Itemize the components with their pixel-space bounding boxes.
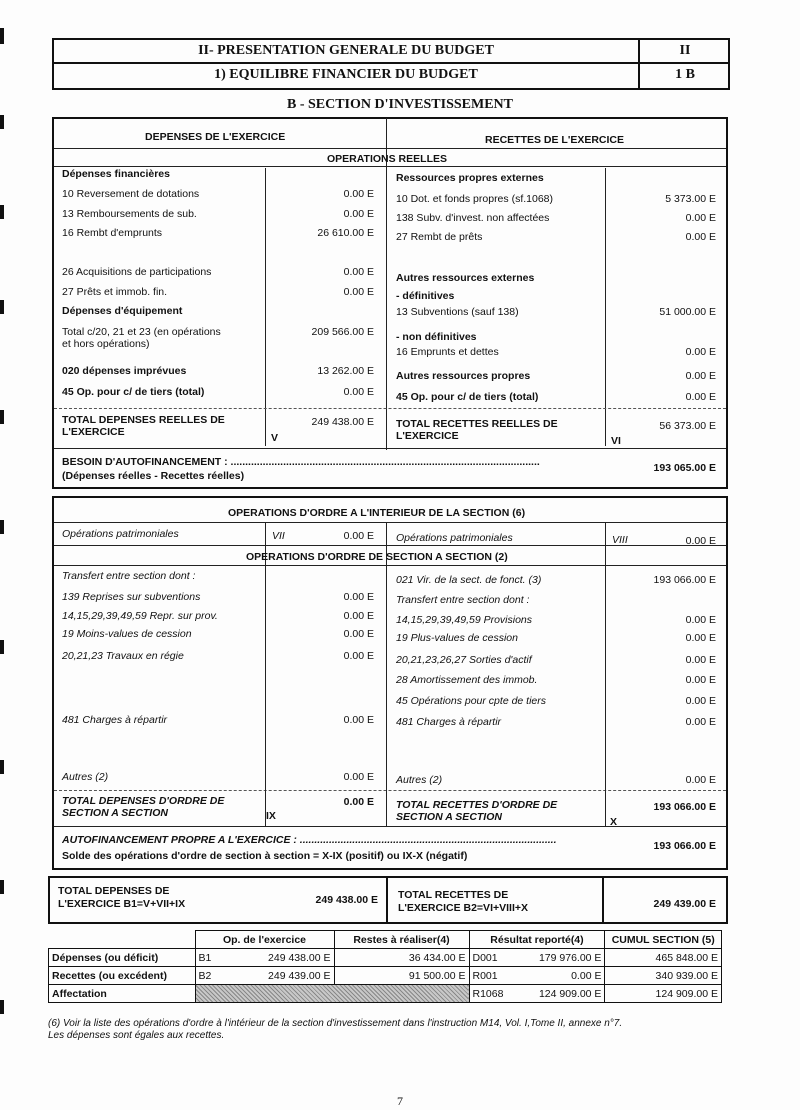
binder-mark xyxy=(0,520,4,534)
besoin-autofinancement-value: 193 065.00 E xyxy=(653,462,716,474)
total-dep-reelles-value: 249 438.00 E xyxy=(311,416,374,428)
section-title: B - SECTION D'INVESTISSEMENT xyxy=(286,97,513,112)
row-value: 0.00 E xyxy=(685,614,716,626)
row-label: Dépenses financières xyxy=(62,168,170,180)
total-dep-ordre-label: TOTAL DEPENSES D'ORDRE DE xyxy=(62,795,225,807)
col-restes: Restes à réaliser(4) xyxy=(334,931,469,949)
header-code-2: 1 B xyxy=(675,67,695,82)
reelles-op-header: OPERATIONS REELLES xyxy=(327,153,447,165)
row-value: 26 610.00 E xyxy=(317,227,374,239)
row-label: 13 Remboursements de sub. xyxy=(62,208,197,220)
empty-cell xyxy=(49,931,196,949)
header-title-1: II- PRESENTATION GENERALE DU BUDGET xyxy=(198,43,494,58)
row-value: 0.00 E xyxy=(685,674,716,686)
row-label: 10 Dot. et fonds propres (sf.1068) xyxy=(396,193,554,205)
col-cumul: CUMUL SECTION (5) xyxy=(605,931,722,949)
row-label: Total c/20, 21 et 23 (en opérations xyxy=(62,326,221,338)
total-rec-reelles-label: TOTAL RECETTES REELLES DE xyxy=(396,418,558,430)
row-value: 193 066.00 E xyxy=(653,574,716,586)
total-rec-reelles-value: 56 373.00 E xyxy=(659,420,716,432)
autofinancement-sub: Solde des opérations d'ordre de section à section = X-IX (positif) ou IX-X (négatif) xyxy=(62,850,468,862)
row-value: 0.00 E xyxy=(343,188,374,200)
page-number: 7 xyxy=(397,1094,403,1108)
row-label: 16 Rembt d'emprunts xyxy=(62,227,163,239)
row-value: 0.00 E xyxy=(343,386,374,398)
row-value: 0.00 E xyxy=(685,695,716,707)
row-label: Ressources propres externes xyxy=(396,172,544,184)
row-label: et hors opérations) xyxy=(62,338,150,350)
reelles-rec-header: RECETTES DE L'EXERCICE xyxy=(485,134,625,146)
total-depenses-label: TOTAL DEPENSES DE xyxy=(58,885,170,897)
total-dep-ordre-value: 0.00 E xyxy=(343,796,374,808)
binder-mark xyxy=(0,640,4,654)
result-header-row xyxy=(49,931,722,949)
row-label: 020 dépenses imprévues xyxy=(62,365,187,377)
autofinancement-value: 193 066.00 E xyxy=(653,840,716,852)
total-dep-reelles-label: TOTAL DEPENSES REELLES DE xyxy=(62,414,225,426)
row-code-2: R1068 xyxy=(469,985,506,1003)
row-value: 0.00 E xyxy=(685,370,716,382)
col-op-exercice: Op. de l'exercice xyxy=(195,931,334,949)
row-label: Autres (2) xyxy=(396,774,443,786)
row-label: 28 Amortissement des immob. xyxy=(396,674,538,686)
binder-mark xyxy=(0,410,4,424)
row-value: 0.00 E xyxy=(343,208,374,220)
row-value: 0.00 E xyxy=(685,231,716,243)
row-op: 249 439.00 E xyxy=(224,967,335,985)
table-row xyxy=(49,985,722,1003)
header-code-1: II xyxy=(679,43,691,58)
row-label: Transfert entre section dont : xyxy=(396,594,530,606)
total-dep-ordre-code: IX xyxy=(266,810,276,822)
row-label: 14,15,29,39,49,59 Repr. sur prov. xyxy=(62,610,218,622)
row-label: Transfert entre section dont : xyxy=(62,570,196,582)
total-rec-reelles-label-2: L'EXERCICE xyxy=(396,430,459,442)
besoin-autofinancement-sub: (Dépenses réelles - Recettes réelles) xyxy=(62,470,245,482)
row-label: 20,21,23,26,27 Sorties d'actif xyxy=(396,654,532,666)
row-code: B1 xyxy=(195,949,224,967)
row-label: 14,15,29,39,49,59 Provisions xyxy=(396,614,533,626)
binder-mark xyxy=(0,880,4,894)
row-value: 0.00 E xyxy=(343,610,374,622)
autofinancement-label: AUTOFINANCEMENT PROPRE A L'EXERCICE : ........................................................................................ xyxy=(62,834,557,846)
row-report: 124 909.00 E xyxy=(506,985,605,1003)
row-cumul: 340 939.00 E xyxy=(605,967,722,985)
row-report: 179 976.00 E xyxy=(506,949,605,967)
row-label: Autres ressources externes xyxy=(396,272,535,284)
row-label: 26 Acquisitions de participations xyxy=(62,266,212,278)
row-label: 19 Plus-values de cession xyxy=(396,632,518,644)
row-code-2: R001 xyxy=(469,967,506,985)
row-value: 0.00 E xyxy=(685,212,716,224)
besoin-autofinancement-label: BESOIN D'AUTOFINANCEMENT : .......................................................................................................... xyxy=(62,456,540,468)
row-label: 10 Reversement de dotations xyxy=(62,188,200,200)
section-section-header: OPERATIONS D'ORDRE DE SECTION A SECTION (2) xyxy=(246,551,508,563)
row-value: 0.00 E xyxy=(343,266,374,278)
patri-rec-label: Opérations patrimoniales xyxy=(396,532,513,544)
total-rec-ordre-label: TOTAL RECETTES D'ORDRE DE xyxy=(396,799,558,811)
patri-dep-code: VII xyxy=(272,530,285,542)
total-rec-ordre-code: X xyxy=(610,816,618,828)
row-label: 481 Charges à répartir xyxy=(396,716,502,728)
row-label: 20,21,23 Travaux en régie xyxy=(62,650,184,662)
row-code: B2 xyxy=(195,967,224,985)
total-depenses-label-2: L'EXERCICE B1=V+VII+IX xyxy=(58,898,186,910)
row-value: 0.00 E xyxy=(685,346,716,358)
row-label: 139 Reprises sur subventions xyxy=(62,591,201,603)
total-rec-reelles-code: VI xyxy=(611,435,621,447)
row-value: 0.00 E xyxy=(685,654,716,666)
row-label: Autres ressources propres xyxy=(396,370,531,382)
row-label: 45 Op. pour c/ de tiers (total) xyxy=(396,391,539,403)
row-label: 13 Subventions (sauf 138) xyxy=(396,306,519,318)
total-rec-ordre-label-2: SECTION A SECTION xyxy=(396,811,502,823)
row-label: - définitives xyxy=(396,290,455,302)
row-value: 0.00 E xyxy=(685,391,716,403)
row-restes: 36 434.00 E xyxy=(334,949,469,967)
reelles-dep-header: DEPENSES DE L'EXERCICE xyxy=(145,131,286,143)
total-dep-ordre-label-2: SECTION A SECTION xyxy=(62,807,168,819)
binder-mark xyxy=(0,115,4,129)
row-value: 0.00 E xyxy=(343,714,374,726)
binder-mark xyxy=(0,300,4,314)
total-recettes-label-2: L'EXERCICE B2=VI+VIII+X xyxy=(398,902,529,914)
header-box xyxy=(52,38,730,90)
row-label: 19 Moins-values de cession xyxy=(62,628,192,640)
row-value: 209 566.00 E xyxy=(311,326,374,338)
row-value: 0.00 E xyxy=(343,650,374,662)
row-label: Dépenses (ou déficit) xyxy=(49,949,196,967)
row-label: Recettes (ou excédent) xyxy=(49,967,196,985)
table-row xyxy=(49,967,722,985)
row-value: 0.00 E xyxy=(685,716,716,728)
binder-mark xyxy=(0,28,4,44)
col-resultat-reporte: Résultat reporté(4) xyxy=(469,931,605,949)
total-rec-ordre-value: 193 066.00 E xyxy=(653,801,716,813)
row-label: 481 Charges à répartir xyxy=(62,714,168,726)
row-value: 0.00 E xyxy=(343,628,374,640)
row-label: 16 Emprunts et dettes xyxy=(396,346,499,358)
row-label: 45 Op. pour c/ de tiers (total) xyxy=(62,386,205,398)
row-label: Dépenses d'équipement xyxy=(62,305,183,317)
row-value: 5 373.00 E xyxy=(665,193,716,205)
row-cumul: 465 848.00 E xyxy=(605,949,722,967)
patri-dep-value: 0.00 E xyxy=(343,530,374,542)
patri-rec-value: 0.00 E xyxy=(685,535,716,547)
result-table xyxy=(48,930,722,1003)
row-cumul: 124 909.00 E xyxy=(605,985,722,1003)
footnote-line-2: Les dépenses sont égales aux recettes. xyxy=(48,1030,225,1041)
binder-mark xyxy=(0,760,4,774)
row-label: 27 Rembt de prêts xyxy=(396,231,483,243)
row-value: 0.00 E xyxy=(685,632,716,644)
total-dep-reelles-label-2: L'EXERCICE xyxy=(62,426,125,438)
row-label: - non définitives xyxy=(396,331,477,343)
binder-mark xyxy=(0,205,4,219)
row-value: 0.00 E xyxy=(343,286,374,298)
row-value: 51 000.00 E xyxy=(659,306,716,318)
patri-dep-label: Opérations patrimoniales xyxy=(62,528,179,540)
header-title-2: 1) EQUILIBRE FINANCIER DU BUDGET xyxy=(214,67,478,82)
row-value: 0.00 E xyxy=(343,771,374,783)
row-label: 27 Prêts et immob. fin. xyxy=(62,286,168,298)
row-value: 0.00 E xyxy=(685,774,716,786)
total-depenses-value: 249 438.00 E xyxy=(315,894,378,906)
hatched-cell xyxy=(195,985,469,1003)
table-row xyxy=(49,949,722,967)
row-label: Autres (2) xyxy=(62,771,109,783)
total-dep-reelles-code: V xyxy=(271,432,279,444)
patri-rec-code: VIII xyxy=(612,534,628,546)
row-label: 138 Subv. d'invest. non affectées xyxy=(396,212,550,224)
row-code-2: D001 xyxy=(469,949,506,967)
row-value: 13 262.00 E xyxy=(317,365,374,377)
row-label: 45 Opérations pour cpte de tiers xyxy=(396,695,547,707)
binder-mark xyxy=(0,1000,4,1014)
footnote-line-1: (6) Voir la liste des opérations d'ordre à l'intérieur de la section d'investissement dans l'instruction M14, Vol. I,Tome II, annexe n°7. xyxy=(48,1018,623,1029)
interieur-header: OPERATIONS D'ORDRE A L'INTERIEUR DE LA SECTION (6) xyxy=(228,507,526,519)
row-label: Affectation xyxy=(49,985,196,1003)
row-restes: 91 500.00 E xyxy=(334,967,469,985)
total-recettes-label: TOTAL RECETTES DE xyxy=(398,889,509,901)
row-report: 0.00 E xyxy=(506,967,605,985)
row-op: 249 438.00 E xyxy=(224,949,335,967)
row-value: 0.00 E xyxy=(343,591,374,603)
row-label: 021 Vir. de la sect. de fonct. (3) xyxy=(396,574,542,586)
total-recettes-value: 249 439.00 E xyxy=(653,898,716,910)
